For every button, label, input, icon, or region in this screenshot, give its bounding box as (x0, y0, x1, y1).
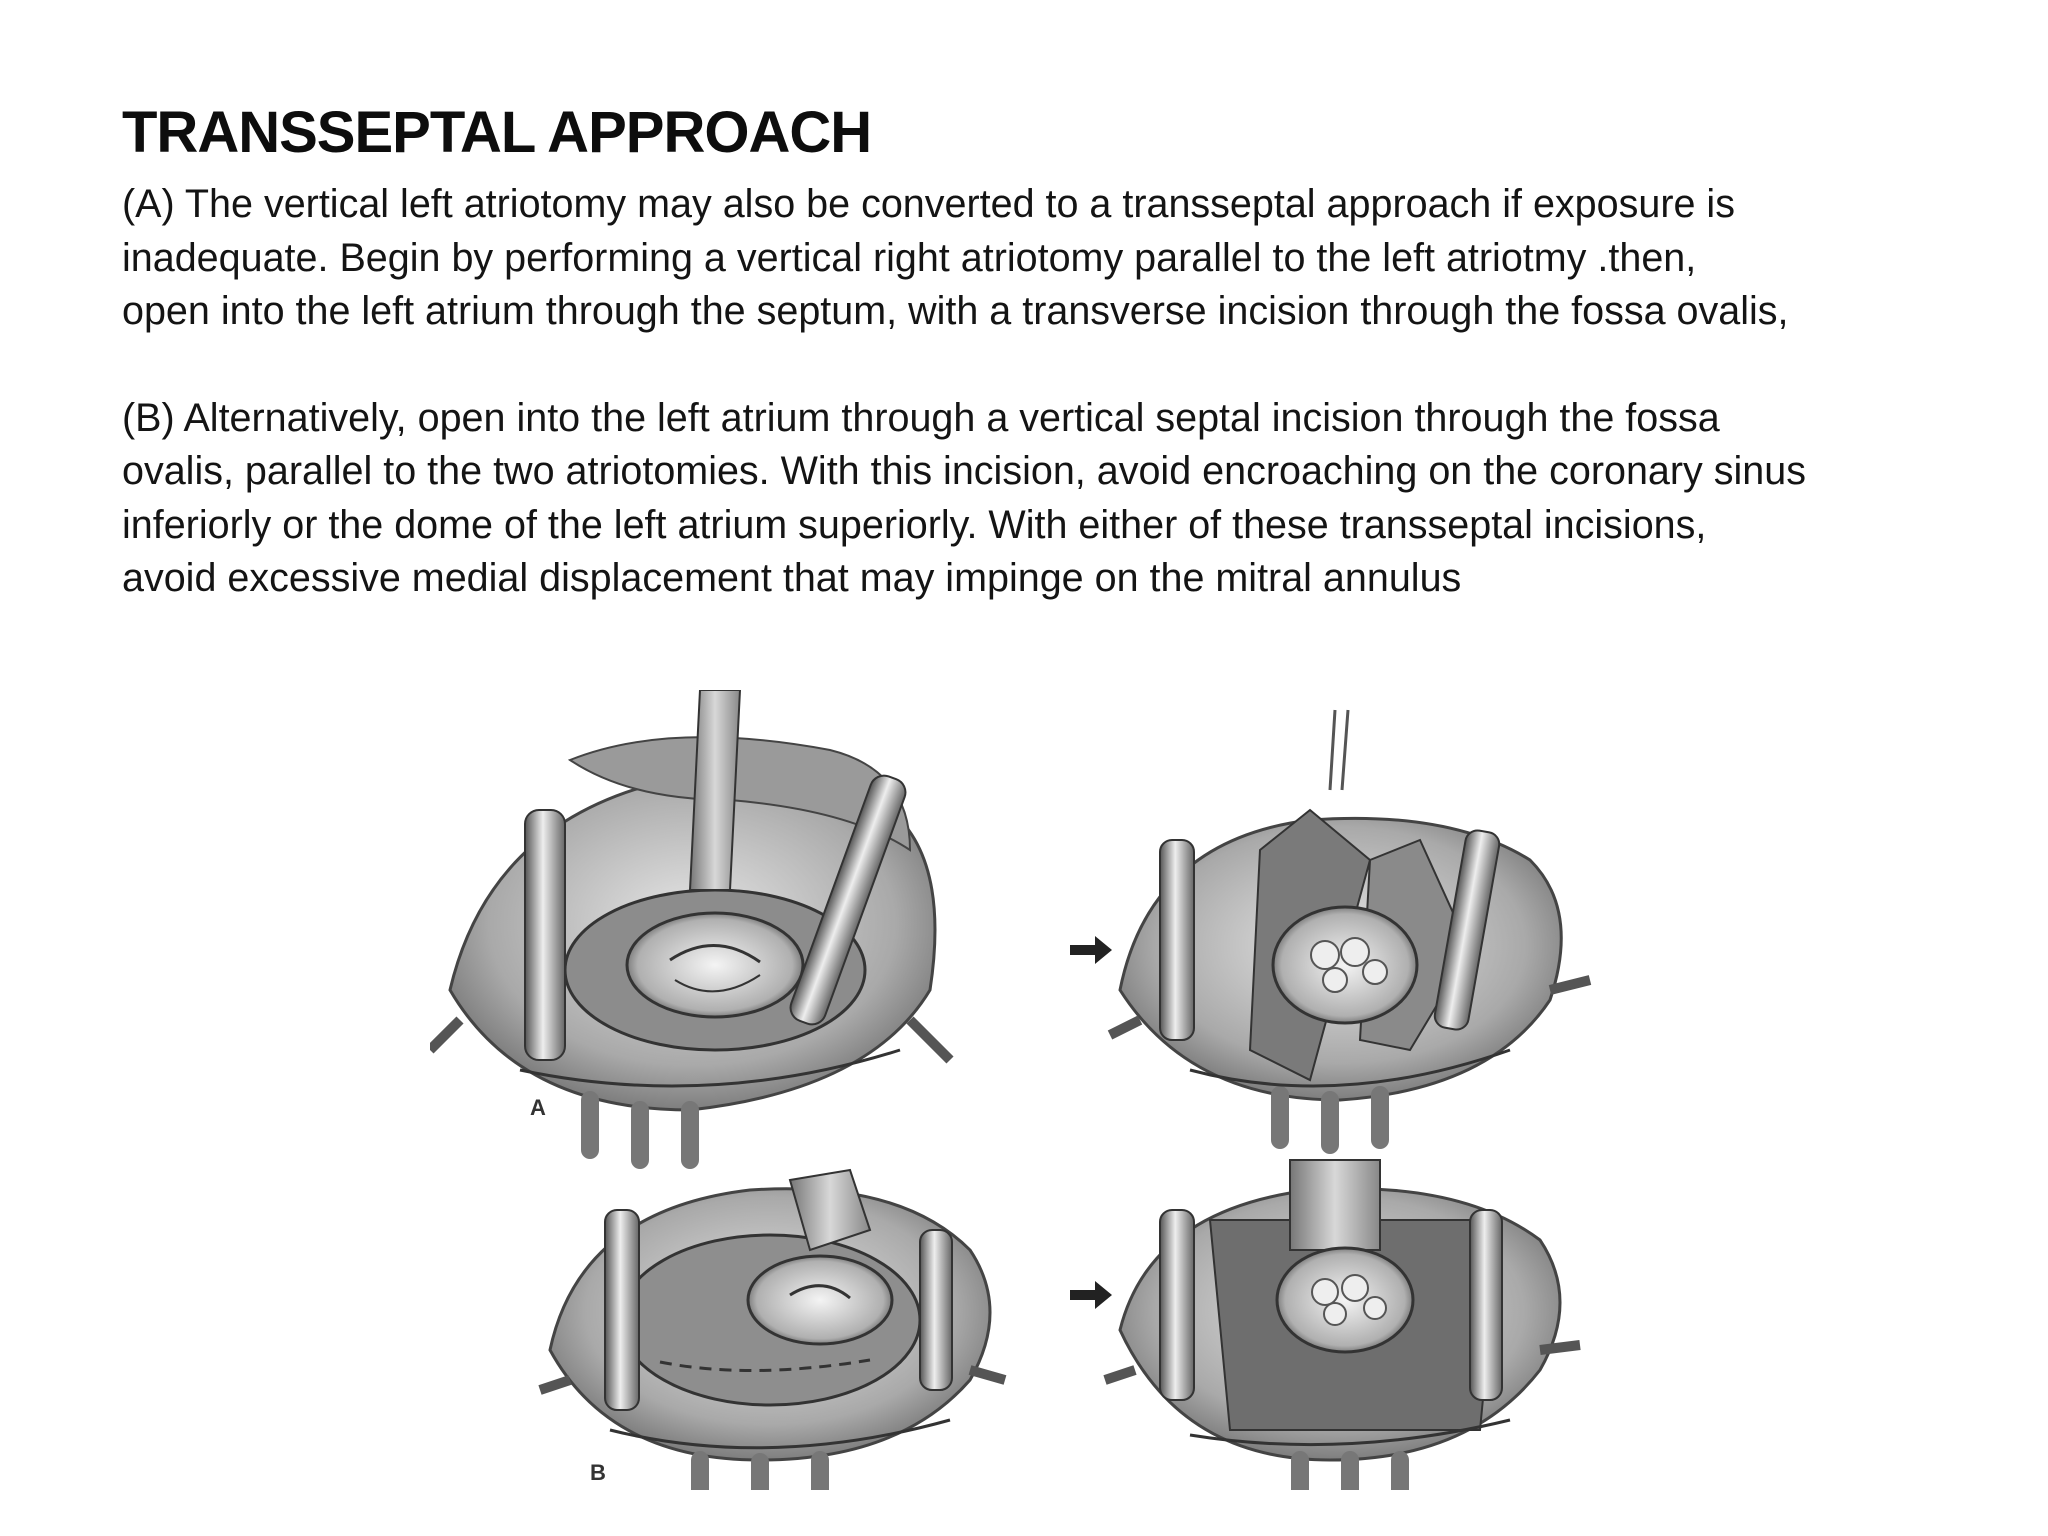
panel-b-arrow (1070, 1281, 1112, 1309)
panel-b-left-drawing (540, 1170, 1005, 1490)
panel-a-right-drawing (1110, 710, 1590, 1145)
panel-b-label: B (590, 1460, 606, 1485)
panel-b-right-drawing (1105, 1160, 1580, 1490)
paragraph-spacer (122, 339, 1972, 392)
slide-body (122, 178, 1972, 606)
slide-title: TRANSSEPTAL APPROACH (122, 100, 872, 165)
panel-a-label: A (530, 1095, 546, 1120)
panel-a-arrow (1070, 936, 1112, 964)
illustration-svg (430, 690, 1620, 1490)
paragraph-b: (B) Alternatively, open into the left atrium through a vertical septal incision through the fossa ovalis, parallel to the two atriotomies. With this incision, avoid encroaching on the coronary sinus inferiorly or the dome of the left atrium superiorly. With either of these transseptal incisions, avoid excessive medial displacement that may impinge on the mitral annulus (122, 395, 1806, 600)
paragraph-a: (A) The vertical left atriotomy may also be converted to a transseptal approach if exposure is inadequate. Begin by performing a vertical right atriotomy parallel to the left atriotmy .then, open into the left atrium through the septum, with a transverse incision through the fossa ovalis, (122, 182, 1789, 333)
panel-a-left-drawing (430, 690, 950, 1160)
surgical-illustration (430, 690, 1620, 1490)
